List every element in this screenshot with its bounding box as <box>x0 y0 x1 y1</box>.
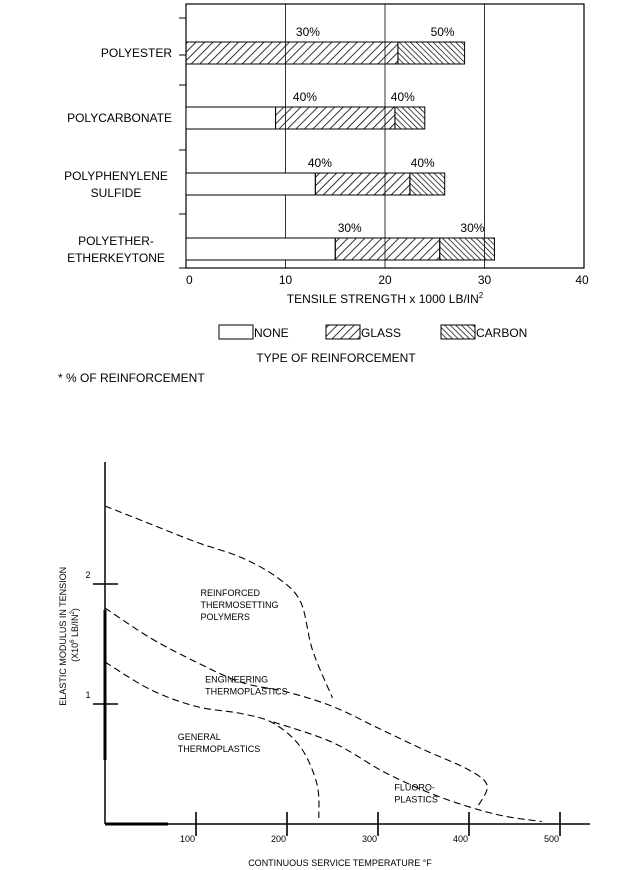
bar-segment-none <box>186 238 335 260</box>
category-label: POLYESTER <box>100 46 172 60</box>
region-label: PLASTICS <box>394 794 438 805</box>
percent-label: 50% <box>430 25 455 39</box>
x-tick-label: 300 <box>362 834 378 844</box>
x-tick-label: 0 <box>186 273 193 287</box>
category-label: POLYETHER- <box>78 234 154 248</box>
dashed-curve <box>273 722 541 822</box>
legend-title: TYPE OF REINFORCEMENT <box>256 351 416 365</box>
category-label: ETHERKEYTONE <box>67 251 165 265</box>
percent-label: 40% <box>292 90 317 104</box>
dashed-curve <box>105 608 487 806</box>
x-tick-labels <box>186 273 589 287</box>
region-labels <box>178 588 438 804</box>
legend-label: NONE <box>254 326 289 340</box>
bar-segment-none <box>186 107 276 129</box>
footnote: * % OF REINFORCEMENT <box>58 371 205 385</box>
region-label: REINFORCED <box>200 588 261 598</box>
legend-label: CARBON <box>476 326 528 340</box>
x-tick-label: 20 <box>378 273 392 287</box>
axis-ticks <box>85 570 560 844</box>
x-tick-label: 200 <box>271 834 287 844</box>
bar-segment-carbon <box>398 42 465 64</box>
x-tick-label: 400 <box>453 834 469 844</box>
category-label: SULFIDE <box>90 186 142 200</box>
legend-label: GLASS <box>361 326 402 340</box>
boundary-curves <box>105 506 542 822</box>
x-axis-label: TENSILE STRENGTH x 1000 $LB/IN^2$ <box>286 291 484 306</box>
y-tick-marks <box>179 18 186 268</box>
percent-label: 40% <box>390 90 415 104</box>
bar-segment-carbon <box>395 107 425 129</box>
bar-segment-carbon <box>440 238 495 260</box>
y-axis-label: ELASTIC MODULUS IN TENSION ($X10^6$ $LB/IN^2$) <box>58 566 80 706</box>
percent-label: 30% <box>460 221 485 235</box>
legend <box>219 325 527 340</box>
y-tick-label: 2 <box>85 570 91 580</box>
x-tick-label: 500 <box>544 834 560 844</box>
region-label: ENGINEERING <box>205 674 269 685</box>
dashed-curve <box>105 662 319 818</box>
legend-swatch-none <box>219 325 253 339</box>
region-label: GENERAL <box>177 732 221 742</box>
y-tick-label: 1 <box>85 690 91 700</box>
category-label: POLYPHENYLENE <box>64 169 168 183</box>
region-label: FLUORO- <box>394 782 435 793</box>
legend-swatch-glass <box>326 325 360 339</box>
region-label: THERMOSETTING <box>200 600 279 610</box>
x-tick-label: 100 <box>180 834 196 844</box>
region-label: THERMOPLASTICS <box>205 686 288 697</box>
x-axis-label: CONTINUOUS SERVICE TEMPERATURE °F <box>248 858 432 868</box>
bar-segment-carbon <box>410 173 445 195</box>
bar-segment-glass <box>315 173 410 195</box>
tensile-strength-bar-chart <box>0 0 642 395</box>
bar-segment-glass <box>335 238 439 260</box>
percent-label: 40% <box>410 156 435 170</box>
region-label: THERMOPLASTICS <box>177 744 261 754</box>
dashed-curve <box>105 506 333 698</box>
x-tick-label: 30 <box>477 273 492 287</box>
x-tick-label: 10 <box>278 273 293 287</box>
percent-label: 30% <box>295 25 320 39</box>
bar-segment-glass <box>186 42 398 64</box>
legend-swatch-carbon <box>441 325 475 339</box>
category-labels <box>64 46 172 265</box>
x-tick-label: 40 <box>575 273 589 287</box>
category-label: POLYCARBONATE <box>67 111 172 125</box>
percent-label: 40% <box>307 156 332 170</box>
bar-segment-glass <box>276 107 395 129</box>
bar-segment-none <box>186 173 315 195</box>
region-label: POLYMERS <box>200 612 250 622</box>
percent-label: 30% <box>337 221 362 235</box>
